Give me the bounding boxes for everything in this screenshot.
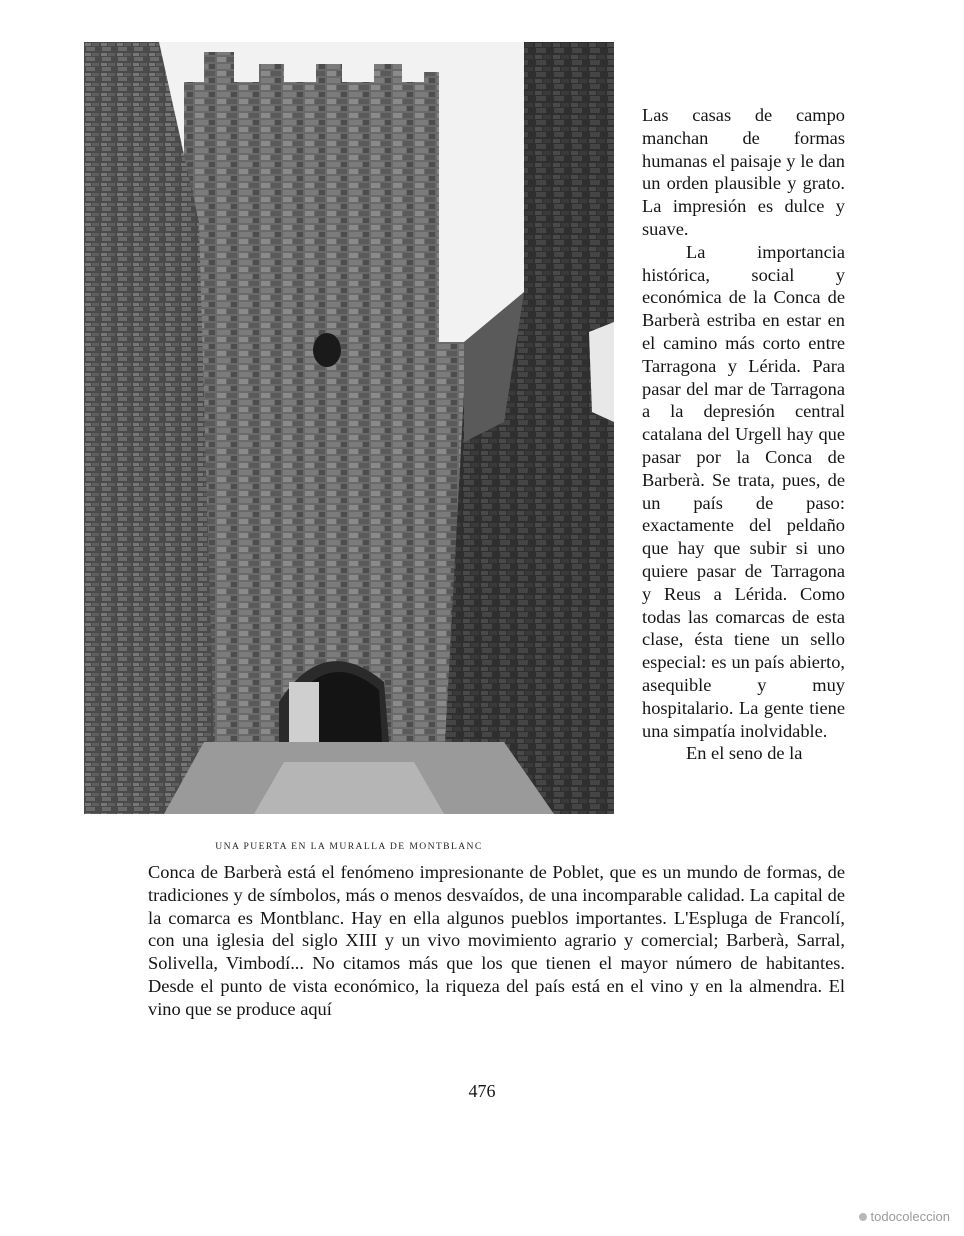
photo-montblanc-gate [84, 42, 614, 814]
watermark-text: todocoleccion [870, 1209, 950, 1224]
paragraph-2: La importancia histórica, social y económica de la Conca de Barberà estriba en estar en el camino más corto entre Tarragona y Lérida. Para pasar del mar de Tarragona a la depresión central catalana del Urgell hay que pasar por la Conca de Barberà. Se trata, pues, de un país de paso: exactamente del peldaño que hay que subir si uno quiere pasar de Tarragona y Reus a Lérida. Como todas las comarcas de esta clase, ésta tiene un sello especial: es un país abierto, asequible y muy hospitalario. La gente tiene una simpatía inolvidable. [642, 241, 845, 741]
photo-caption: UNA PUERTA EN LA MURALLA DE MONTBLANC [215, 841, 483, 852]
page-number: 476 [468, 1081, 496, 1101]
watermark [859, 1209, 951, 1224]
full-width-text [148, 861, 845, 1021]
paragraph-1: Las casas de campo manchan de formas humanas el paisaje y le dan un orden plausible y grato. La impresión es dulce y suave. [642, 105, 845, 239]
paragraph-3-continuation: Conca de Barberà está el fenómeno impresionante de Poblet, que es un mundo de formas, de tradiciones y de símbolos, más o menos desvaídos, de una incomparable calidad. La capital de la comarca es Montblanc. Hay en ella algunos pueblos importantes. L'Espluga de Francolí, con una iglesia del siglo XIII y un vivo movimiento agrario y comercial; Barberà, Sarral, Solivella, Vimbodí... No citamos más que los que tienen el mayor número de habitantes. Desde el punto de vista económico, la riqueza del país está en el vino y en la almendra. El vino que se produce aquí [148, 862, 845, 1019]
watermark-logo-icon [859, 1213, 867, 1221]
side-column-text [642, 104, 845, 765]
stone-gate-tower-icon [84, 42, 614, 814]
paragraph-3-start: En el seno de la [686, 743, 803, 764]
